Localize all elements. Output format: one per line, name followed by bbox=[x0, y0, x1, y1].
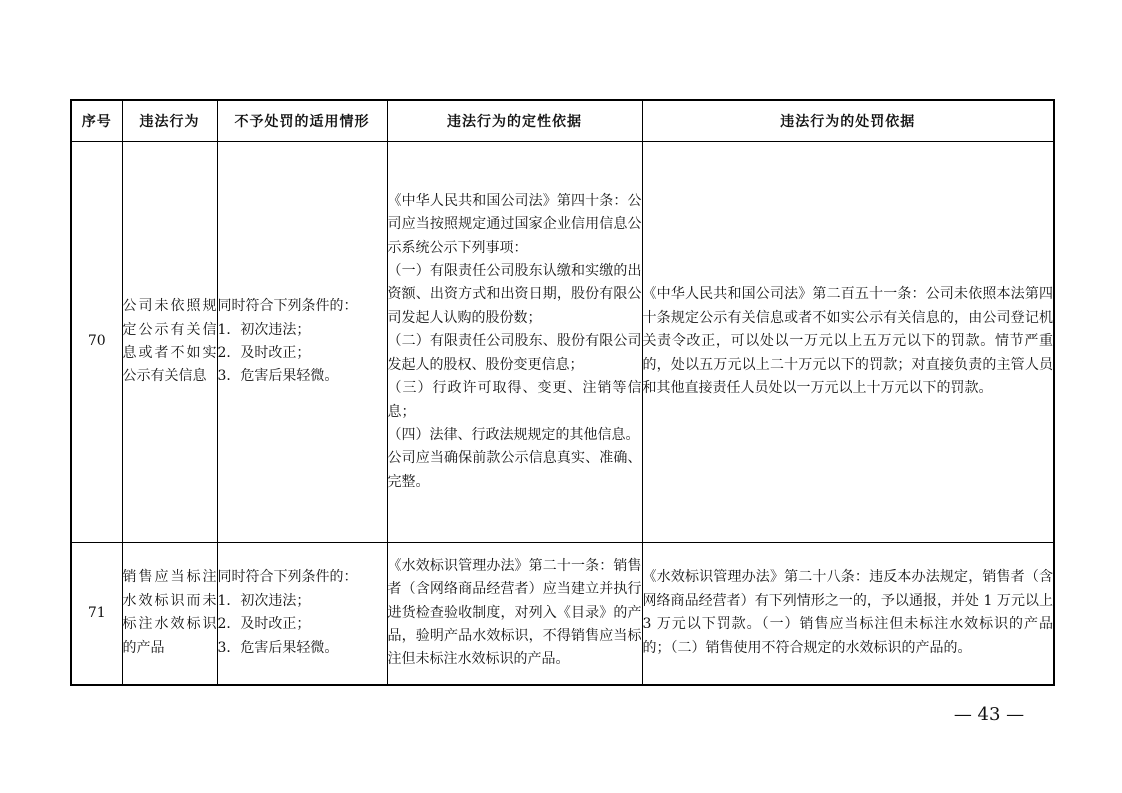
condition-line: 同时符合下列条件的： bbox=[217, 298, 358, 315]
penalty-paragraph: 《中华人民共和国公司法》第二百五十一条：公司未依照本法第四十条规定公示有关信息或者不如实公示有关信息的，由公司登记机关责令改正，可以处以一万元以上五万元以下的罚款。情节严重的，处以五万元以上二十万元以下的罚款；对直接负责的主管人员和其他直接责任人员处以一万元以上十万元以下的罚款。 bbox=[642, 286, 1053, 397]
condition-line: 1．初次违法； bbox=[217, 592, 311, 609]
row-legal-basis bbox=[387, 543, 642, 685]
row-penalty-basis bbox=[642, 142, 1054, 543]
table-header-row bbox=[71, 100, 1054, 142]
condition-line: 同时符合下列条件的： bbox=[217, 569, 358, 586]
row-conditions bbox=[217, 543, 387, 685]
basis-paragraph: （一）有限责任公司股东认缴和实缴的出资额、出资方式和出资日期，股份有限公司发起人认购的股份数； bbox=[387, 263, 642, 326]
basis-paragraph: （二）有限责任公司股东、股份有限公司发起人的股权、股份变更信息； bbox=[387, 333, 642, 373]
header-violation: 违法行为 bbox=[122, 100, 217, 142]
basis-paragraph: （三）行政许可取得、变更、注销等信息； bbox=[387, 380, 642, 420]
basis-paragraph: 《水效标识管理办法》第二十一条：销售者（含网络商品经营者）应当建立并执行进货检查验收制度，对列入《目录》的产品，验明产品水效标识，不得销售应当标注但未标注水效标识的产品。 bbox=[387, 557, 642, 668]
basis-paragraph: （四）法律、行政法规规定的其他信息。 bbox=[387, 426, 640, 443]
row-legal-basis bbox=[387, 142, 642, 543]
condition-line: 2．及时改正； bbox=[217, 616, 311, 633]
row-conditions bbox=[217, 142, 387, 543]
row-serial-no: 71 bbox=[71, 543, 122, 685]
row-penalty-basis bbox=[642, 543, 1054, 685]
condition-line: 2．及时改正； bbox=[217, 345, 311, 361]
regulation-table bbox=[70, 99, 1055, 686]
row-violation: 公司未依照规定公示有关信息或者不如实公示有关信息 bbox=[122, 142, 217, 543]
table-row bbox=[71, 543, 1054, 685]
penalty-paragraph: 《水效标识管理办法》第二十八条：违反本办法规定，销售者（含网络商品经营者）有下列情形之一的，予以通报，并处 1 万元以上 3 万元以下罚款。（一）销售应当标注但未标注水效标识的产品的；（二）销售使用不符合规定的水效标识的产品的。 bbox=[642, 569, 1053, 656]
table-row bbox=[71, 142, 1054, 543]
basis-paragraph: 公司应当确保前款公示信息真实、准确、完整。 bbox=[387, 450, 642, 490]
header-exemption-conditions: 不予处罚的适用情形 bbox=[217, 100, 387, 142]
condition-line: 3．危害后果轻微。 bbox=[217, 639, 339, 656]
header-serial-no: 序号 bbox=[71, 100, 122, 142]
condition-line: 1．初次违法； bbox=[217, 321, 311, 338]
row-serial-no: 70 bbox=[71, 142, 122, 543]
page-number: — 43 — bbox=[953, 704, 1025, 725]
basis-paragraph: 《中华人民共和国公司法》第四十条：公司应当按照规定通过国家企业信用信息公示系统公示下列事项： bbox=[387, 192, 642, 256]
header-penalty-basis: 违法行为的处罚依据 bbox=[642, 100, 1054, 142]
header-legal-basis: 违法行为的定性依据 bbox=[387, 100, 642, 142]
condition-line: 3．危害后果轻微。 bbox=[217, 368, 339, 385]
row-violation: 销售应当标注水效标识而未标注水效标识的产品 bbox=[122, 543, 217, 685]
